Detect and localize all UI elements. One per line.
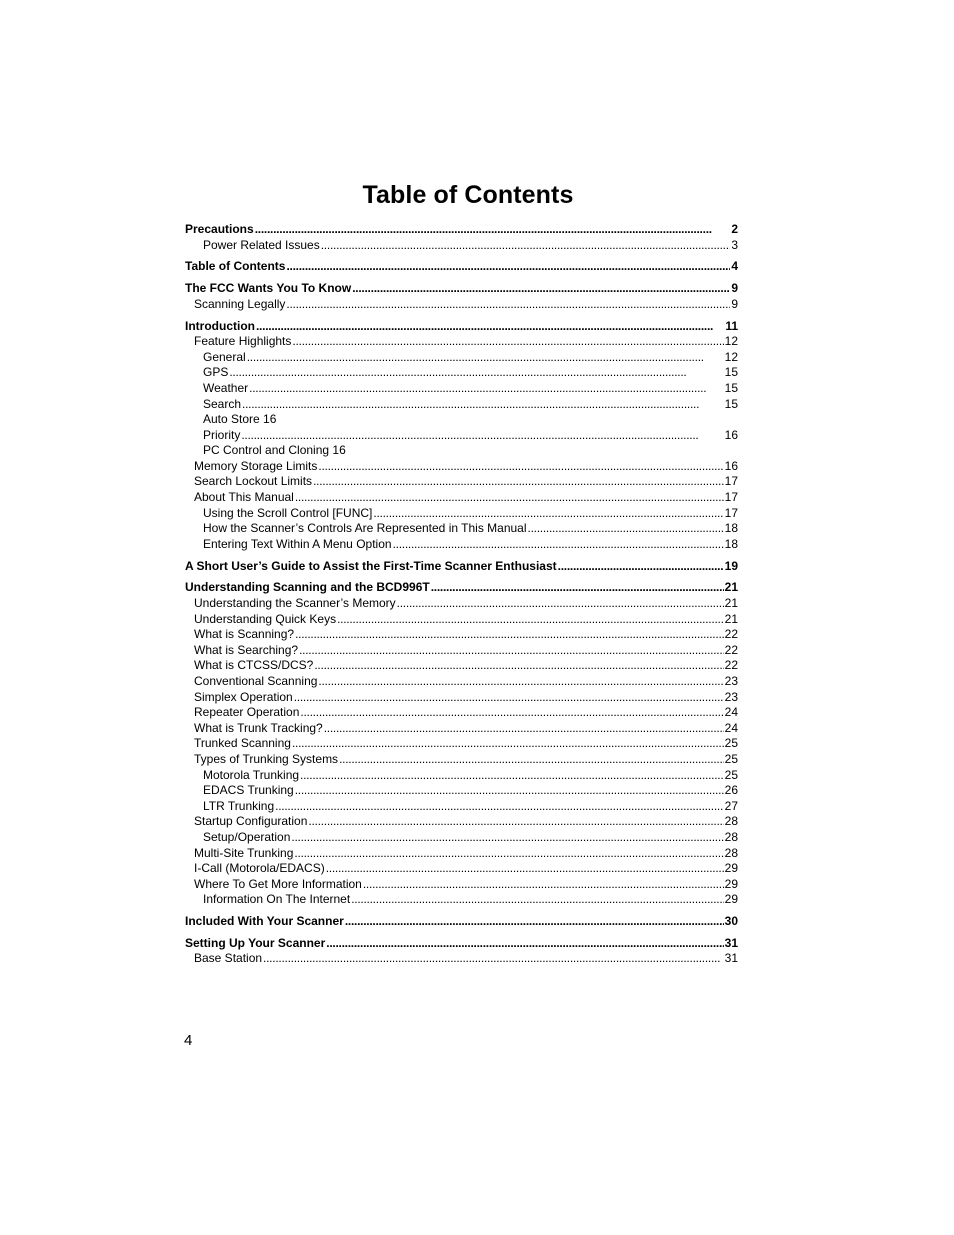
toc-entry-label: Setup/Operation bbox=[203, 829, 291, 844]
toc-entry[interactable] bbox=[185, 596, 738, 612]
toc-entry-label: Entering Text Within A Menu Option bbox=[203, 536, 392, 551]
dot-leader bbox=[295, 783, 724, 799]
dot-leader bbox=[352, 281, 730, 297]
dot-leader bbox=[295, 627, 724, 643]
toc-entry-page: 28 bbox=[724, 845, 738, 860]
toc-entry-page: 9 bbox=[731, 281, 738, 296]
toc-entry-label: Repeater Operation bbox=[194, 705, 300, 720]
toc-entry-label: Understanding the Scanner’s Memory bbox=[194, 596, 396, 610]
toc-entry-page: 9 bbox=[731, 296, 738, 311]
toc-entry[interactable] bbox=[185, 936, 738, 952]
toc-entry[interactable] bbox=[185, 521, 738, 537]
toc-entry-label: GPS bbox=[203, 365, 229, 380]
toc-entry-label: Search Lockout Limits bbox=[194, 474, 313, 489]
toc-entry-label: Understanding Quick Keys bbox=[194, 611, 337, 626]
toc-entry-page: 28 bbox=[724, 814, 738, 829]
toc-entry-page: 26 bbox=[724, 783, 738, 798]
toc-entry-page: 18 bbox=[724, 536, 738, 551]
toc-entry-label: Feature Highlights bbox=[194, 334, 292, 349]
dot-leader bbox=[300, 705, 723, 721]
dot-leader bbox=[326, 861, 724, 877]
toc-entry-label: Base Station bbox=[194, 951, 263, 966]
toc-entry-page: 17 bbox=[724, 490, 738, 505]
toc-entry[interactable] bbox=[185, 222, 738, 238]
dot-leader bbox=[345, 914, 724, 930]
toc-entry-page: 29 bbox=[724, 861, 738, 876]
toc-entry-page: 3 bbox=[731, 237, 738, 252]
toc-entry-label: Trunked Scanning bbox=[194, 736, 291, 751]
toc-entry-label: General bbox=[203, 349, 246, 364]
dot-leader bbox=[393, 537, 724, 553]
toc-entry-page: 12 bbox=[724, 349, 738, 364]
dot-leader bbox=[247, 350, 724, 366]
toc-entry-label: Priority bbox=[203, 427, 241, 442]
toc-entry[interactable] bbox=[185, 459, 738, 475]
toc-entry-page: 4 bbox=[731, 259, 738, 274]
dot-leader bbox=[337, 612, 724, 628]
toc-entry[interactable] bbox=[185, 768, 738, 784]
toc-entry-label: Startup Configuration bbox=[194, 814, 308, 829]
toc-entry-page: 29 bbox=[724, 876, 738, 891]
toc-entry-page: 27 bbox=[724, 798, 738, 813]
toc-entry[interactable] bbox=[185, 830, 738, 846]
table-of-contents bbox=[185, 222, 738, 967]
dot-leader bbox=[363, 877, 724, 893]
toc-entry[interactable] bbox=[185, 412, 738, 428]
toc-entry[interactable] bbox=[185, 238, 738, 254]
toc-entry[interactable] bbox=[185, 397, 738, 413]
dot-leader bbox=[326, 936, 723, 952]
toc-entry-label: Table of Contents bbox=[185, 259, 286, 274]
toc-entry-page: 16 bbox=[724, 427, 738, 442]
toc-entry[interactable] bbox=[185, 443, 738, 459]
toc-entry-page: 25 bbox=[724, 751, 738, 766]
toc-entry[interactable] bbox=[185, 783, 738, 799]
toc-entry[interactable] bbox=[185, 752, 738, 768]
toc-entry[interactable] bbox=[185, 736, 738, 752]
toc-entry-page: 16 bbox=[724, 458, 738, 473]
dot-leader bbox=[313, 474, 724, 490]
toc-entry-label: Using the Scroll Control [FUNC] bbox=[203, 505, 373, 520]
dot-leader bbox=[256, 319, 724, 335]
toc-entry-label: About This Manual bbox=[194, 490, 294, 505]
toc-entry-label: What is CTCSS/DCS? bbox=[194, 658, 314, 673]
toc-entry[interactable] bbox=[185, 612, 738, 628]
dot-leader bbox=[241, 428, 723, 444]
toc-entry[interactable] bbox=[185, 721, 738, 737]
dot-leader bbox=[294, 846, 723, 862]
toc-entry-label: The FCC Wants You To Know bbox=[185, 281, 352, 296]
toc-entry[interactable] bbox=[185, 259, 738, 275]
toc-entry[interactable] bbox=[185, 799, 738, 815]
toc-entry[interactable] bbox=[185, 951, 738, 967]
dot-leader bbox=[299, 643, 724, 659]
toc-entry-label: Types of Trunking Systems bbox=[194, 751, 339, 766]
toc-entry-label: Motorola Trunking bbox=[203, 767, 300, 782]
toc-entry-label: Introduction bbox=[185, 318, 255, 333]
toc-entry[interactable] bbox=[185, 474, 738, 490]
toc-entry-label: A Short User’s Guide to Assist the First-Time Scanner Enthusiast bbox=[185, 558, 557, 573]
dot-leader bbox=[528, 521, 724, 537]
toc-entry[interactable] bbox=[185, 674, 738, 690]
toc-entry-page: 31 bbox=[724, 951, 738, 966]
dot-leader bbox=[292, 334, 723, 350]
toc-entry-label: I-Call (Motorola/EDACS) bbox=[194, 861, 325, 876]
toc-entry[interactable] bbox=[185, 705, 738, 721]
toc-entry-page: 29 bbox=[724, 892, 738, 907]
toc-entry-page: 30 bbox=[724, 914, 738, 929]
dot-leader bbox=[291, 830, 723, 846]
dot-leader bbox=[321, 238, 731, 254]
dot-leader bbox=[300, 768, 724, 784]
toc-entry-label: What is Scanning? bbox=[194, 627, 295, 642]
dot-leader bbox=[318, 459, 723, 475]
dot-leader bbox=[318, 674, 723, 690]
dot-leader bbox=[558, 559, 724, 575]
dot-leader bbox=[294, 690, 724, 706]
toc-entry-page: 17 bbox=[724, 474, 738, 489]
dot-leader bbox=[292, 736, 724, 752]
dot-leader bbox=[263, 951, 724, 967]
toc-entry[interactable] bbox=[185, 690, 738, 706]
toc-entry-page: 22 bbox=[724, 658, 738, 673]
dot-leader bbox=[242, 397, 724, 413]
toc-entry[interactable] bbox=[185, 559, 738, 575]
toc-entry[interactable] bbox=[185, 877, 738, 893]
toc-entry[interactable] bbox=[185, 334, 738, 350]
page-number: 4 bbox=[184, 1032, 193, 1049]
toc-entry-label: How the Scanner’s Controls Are Represented in This Manual bbox=[203, 521, 527, 536]
toc-entry-label: Auto Store 16 bbox=[203, 412, 277, 427]
toc-entry-page: 28 bbox=[724, 829, 738, 844]
dot-leader bbox=[255, 222, 731, 238]
toc-entry-label: Precautions bbox=[185, 222, 254, 236]
toc-entry[interactable] bbox=[185, 846, 738, 862]
toc-entry[interactable] bbox=[185, 381, 738, 397]
toc-entry-page: 15 bbox=[724, 396, 738, 411]
dot-leader bbox=[397, 596, 724, 612]
toc-entry-page: 25 bbox=[724, 767, 738, 782]
dot-leader bbox=[286, 297, 730, 313]
dot-leader bbox=[229, 365, 723, 381]
toc-entry[interactable] bbox=[185, 814, 738, 830]
toc-entry[interactable] bbox=[185, 365, 738, 381]
toc-entry-label: LTR Trunking bbox=[203, 798, 275, 813]
toc-entry[interactable] bbox=[185, 297, 738, 313]
toc-entry-page: 15 bbox=[724, 365, 738, 380]
toc-entry-label: Scanning Legally bbox=[194, 296, 286, 311]
dot-leader bbox=[275, 799, 724, 815]
toc-entry-label: PC Control and Cloning 16 bbox=[203, 443, 346, 458]
toc-entry[interactable] bbox=[185, 914, 738, 930]
toc-entry[interactable] bbox=[185, 490, 738, 506]
toc-entry-label: Weather bbox=[203, 380, 249, 395]
toc-entry[interactable] bbox=[185, 643, 738, 659]
toc-entry-label: Information On The Internet bbox=[203, 892, 351, 907]
toc-entry-label: Understanding Scanning and the BCD996T bbox=[185, 580, 430, 595]
dot-leader bbox=[339, 752, 724, 768]
toc-entry-page: 2 bbox=[731, 222, 738, 236]
toc-entry-label: Simplex Operation bbox=[194, 689, 293, 704]
toc-entry-page: 22 bbox=[724, 642, 738, 657]
toc-entry-page: 22 bbox=[724, 627, 738, 642]
toc-entry-label: Where To Get More Information bbox=[194, 876, 362, 891]
toc-entry-label: Memory Storage Limits bbox=[194, 458, 318, 473]
toc-entry[interactable] bbox=[185, 658, 738, 674]
toc-entry-label: What is Searching? bbox=[194, 642, 299, 657]
toc-entry-page: 12 bbox=[724, 334, 738, 349]
toc-entry-page: 17 bbox=[724, 505, 738, 520]
toc-entry-page: 15 bbox=[724, 380, 738, 395]
toc-entry-page: 23 bbox=[724, 673, 738, 688]
dot-leader bbox=[324, 721, 724, 737]
toc-entry-label: Search bbox=[203, 396, 242, 411]
toc-entry-page: 23 bbox=[724, 689, 738, 704]
toc-entry[interactable] bbox=[185, 350, 738, 366]
toc-entry-label: Multi-Site Trunking bbox=[194, 845, 294, 860]
toc-entry[interactable] bbox=[185, 319, 738, 335]
toc-entry[interactable] bbox=[185, 627, 738, 643]
dot-leader bbox=[286, 259, 730, 275]
toc-entry[interactable] bbox=[185, 281, 738, 297]
toc-entry-label: Included With Your Scanner bbox=[185, 914, 344, 929]
toc-entry[interactable] bbox=[185, 506, 738, 522]
toc-entry-label: What is Trunk Tracking? bbox=[194, 720, 323, 735]
toc-entry-page: 21 bbox=[724, 596, 738, 610]
toc-entry-page: 21 bbox=[724, 611, 738, 626]
toc-entry-page: 11 bbox=[725, 318, 738, 333]
dot-leader bbox=[295, 490, 724, 506]
toc-entry[interactable] bbox=[185, 580, 738, 596]
toc-entry-page: 24 bbox=[724, 705, 738, 720]
toc-entry[interactable] bbox=[185, 537, 738, 553]
toc-entry-label: Conventional Scanning bbox=[194, 673, 318, 688]
toc-entry-page: 18 bbox=[724, 521, 738, 536]
toc-entry-label: Setting Up Your Scanner bbox=[185, 935, 326, 950]
dot-leader bbox=[431, 580, 724, 596]
toc-entry[interactable] bbox=[185, 861, 738, 877]
toc-entry-page: 21 bbox=[724, 580, 738, 595]
toc-entry-page: 24 bbox=[724, 720, 738, 735]
dot-leader bbox=[249, 381, 724, 397]
toc-entry-page: 31 bbox=[724, 935, 738, 950]
page-title: Table of Contents bbox=[362, 181, 574, 209]
toc-entry-page: 25 bbox=[724, 736, 738, 751]
toc-entry-label: EDACS Trunking bbox=[203, 783, 294, 798]
toc-entry[interactable] bbox=[185, 892, 738, 908]
dot-leader bbox=[351, 892, 723, 908]
toc-entry[interactable] bbox=[185, 428, 738, 444]
dot-leader bbox=[314, 658, 723, 674]
toc-entry-page: 19 bbox=[724, 558, 738, 573]
dot-leader bbox=[308, 814, 723, 830]
toc-entry-label: Power Related Issues bbox=[203, 237, 320, 252]
dot-leader bbox=[373, 506, 723, 522]
